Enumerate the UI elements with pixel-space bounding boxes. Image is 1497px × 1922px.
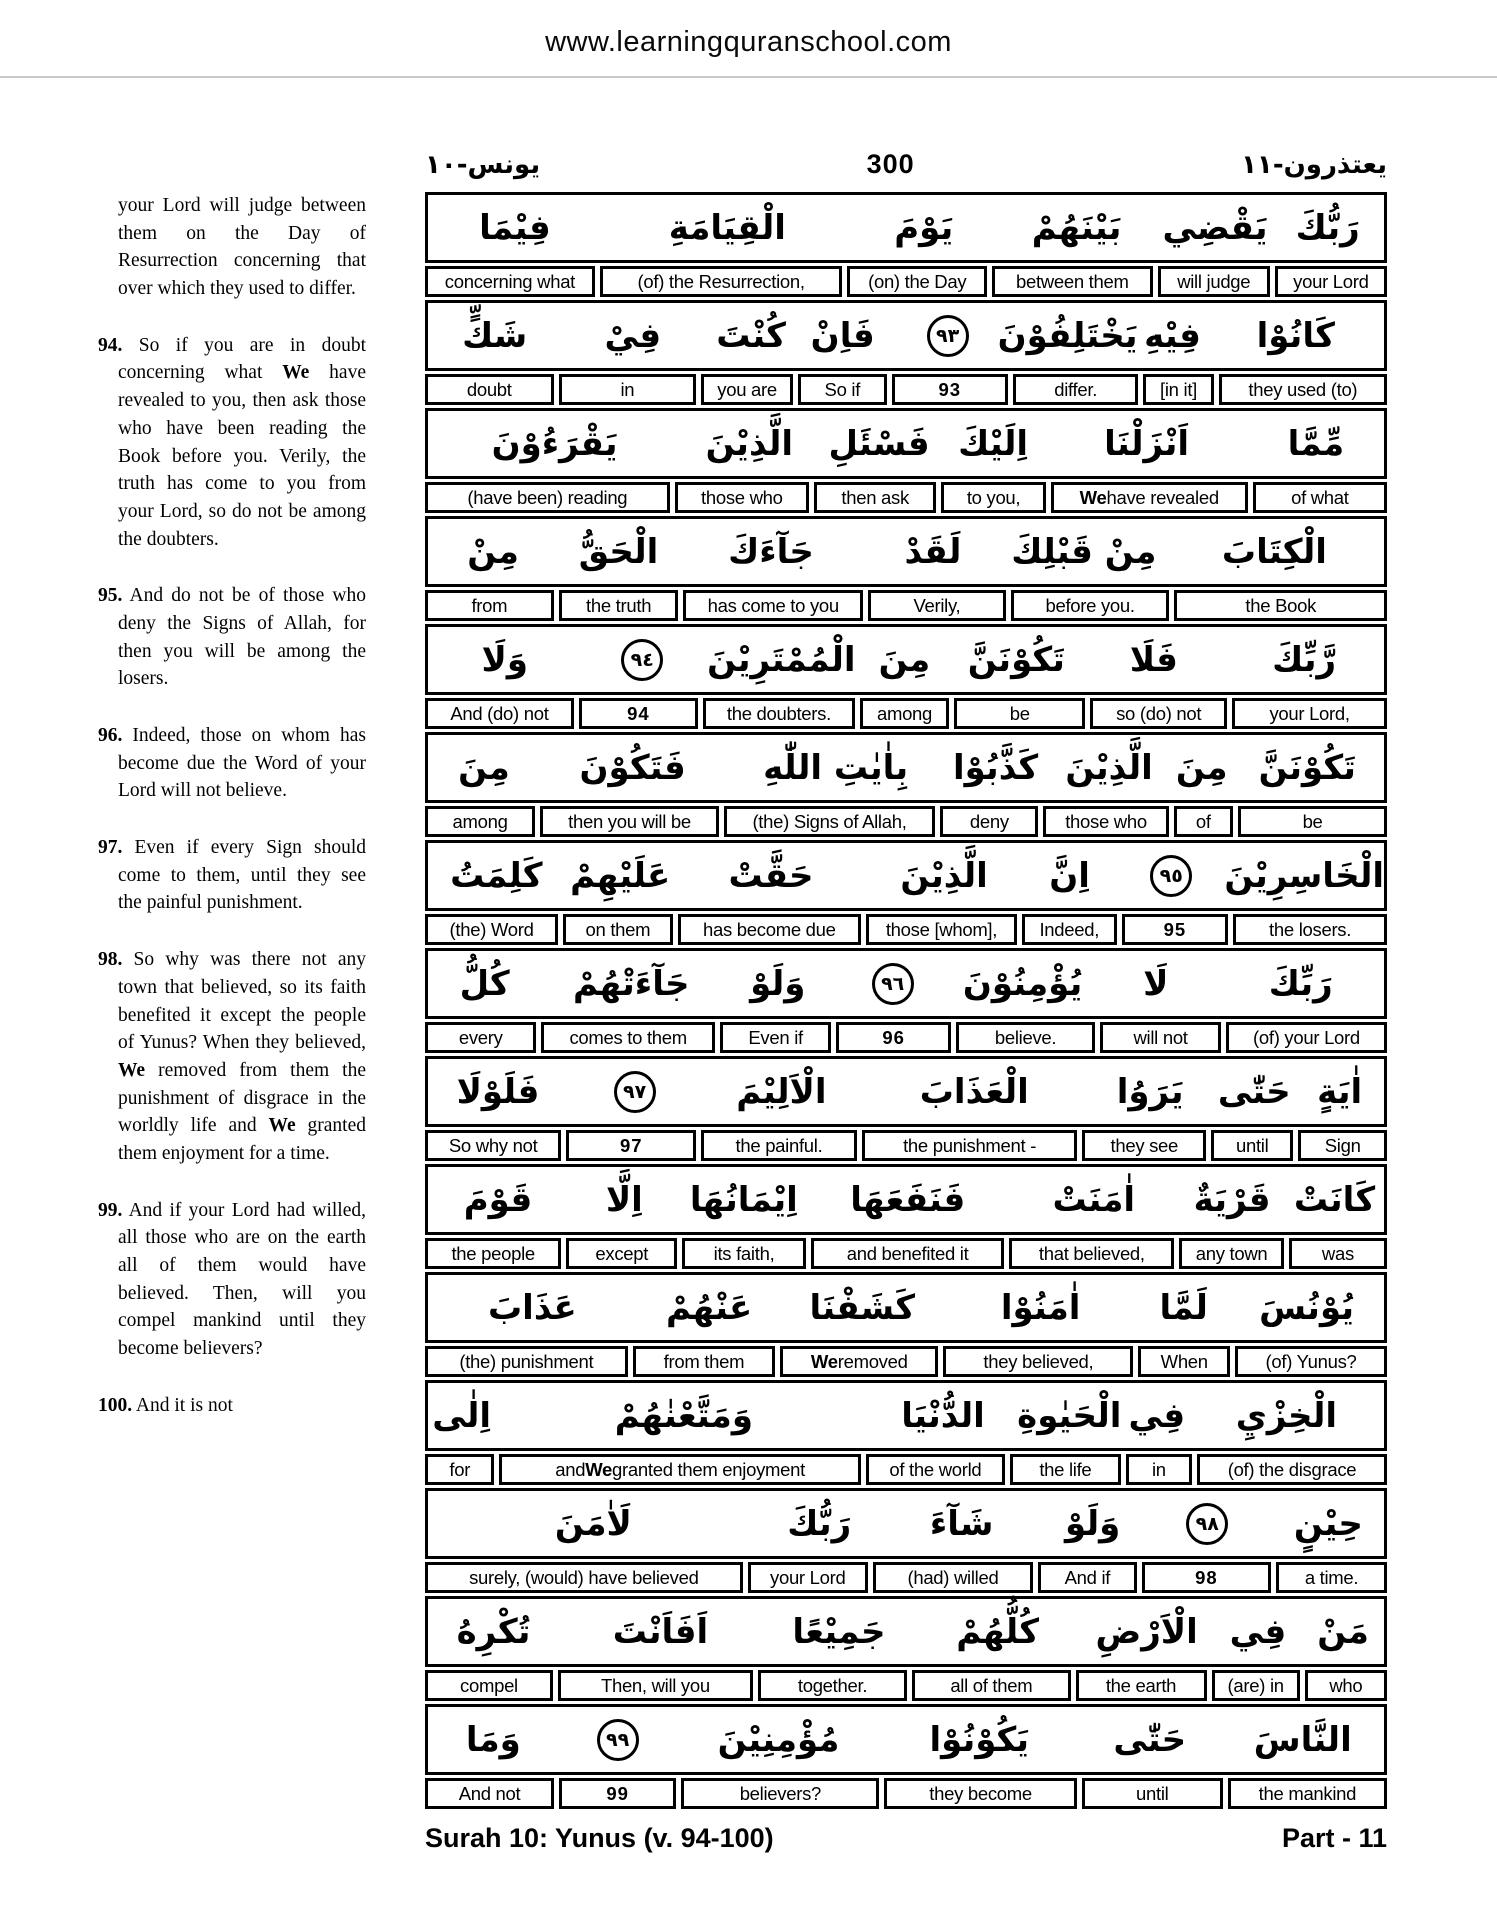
verse-circle-glyph: ٩٩: [597, 1719, 639, 1761]
arabic-word: اَنْزَلْنَا: [1104, 423, 1190, 464]
translation-paragraph: 99. And if your Lord had willed, all those who are on the earth all of them would have believed. Then, will you compel mankind until they become believers?: [98, 1199, 366, 1360]
translation-box: the losers.: [1233, 914, 1387, 945]
translation-box: all of them: [912, 1670, 1070, 1701]
footer-surah-ref: Surah 10: Yunus (v. 94-100): [425, 1823, 774, 1853]
arabic-line: [425, 1272, 1387, 1343]
translation-paragraph: 94. So if you are in doubt concerning what We have revealed to you, then ask those who have been reading the Book before you. Verily, the truth has come to you from your Lord, so do not be among the doubters.: [98, 334, 366, 550]
arabic-word: رَبِّكَ: [1268, 963, 1333, 1004]
arabic-word: الْاَلِيْمَ: [736, 1071, 827, 1112]
translation-box: And (do) not: [425, 698, 574, 729]
verse-circle-glyph: ٩٣: [927, 315, 969, 357]
verse-circle-glyph: ٩٥: [1150, 855, 1192, 897]
translation-paragraph: 96. Indeed, those on whom has become due the Word of your Lord will not believe.: [98, 725, 366, 802]
arabic-word: كُلُّهُمْ: [956, 1611, 1040, 1652]
translation-box: in: [1126, 1454, 1192, 1485]
arabic-line: [425, 1056, 1387, 1127]
translation-box: those who: [675, 482, 809, 513]
translation-box: be: [1238, 806, 1387, 837]
translation-box: your Lord: [1275, 266, 1387, 297]
arabic-line: [425, 516, 1387, 587]
translation-box: (are) in: [1212, 1670, 1300, 1701]
arabic-word: اٰيَةٍ: [1317, 1071, 1363, 1112]
translation-box: doubt: [425, 374, 554, 405]
translation-box: from them: [633, 1346, 775, 1377]
translation-box: So why not: [425, 1130, 561, 1161]
arabic-word: لَقَدْ: [904, 531, 962, 572]
line-unit: [425, 624, 1387, 729]
arabic-word: مُؤْمِنِيْنَ: [717, 1719, 840, 1760]
translation-line: [425, 1454, 1387, 1485]
translation-paragraph: 100. And it is not: [98, 1394, 233, 1416]
translation-box: believers?: [681, 1778, 879, 1809]
translation-box: concerning what: [425, 266, 595, 297]
arabic-word: حَتّٰى: [1113, 1719, 1187, 1760]
translation-line: [425, 482, 1387, 513]
translation-box: We removed: [780, 1346, 938, 1377]
arabic-word: يَكُوْنُوْا: [929, 1719, 1030, 1760]
line-unit: [425, 1380, 1387, 1485]
arabic-word: فِي: [1229, 1611, 1287, 1652]
translation-box: was: [1289, 1238, 1387, 1269]
arabic-word: الَّذِيْنَ: [1065, 747, 1153, 788]
translation-paragraph: 98. So why was there not any town that believed, so its faith benefited it except the people of Yunus? When they believed, We removed from them the punishment of disgrace in the worldly life and We granted them enjoyment for a time.: [98, 949, 366, 1164]
translation-box: So if: [798, 374, 887, 405]
verse-number: 94.: [98, 334, 123, 356]
arabic-word: اٰمَنَتْ: [1052, 1179, 1136, 1220]
verse-number-box: 96: [836, 1022, 951, 1053]
arabic-word: يُؤْمِنُوْنَ: [962, 963, 1083, 1004]
translation-box: in: [559, 374, 697, 405]
translation-box: the life: [1010, 1454, 1121, 1485]
arabic-line: [425, 1380, 1387, 1451]
arabic-word: اِيْمَانُهَا: [689, 1179, 798, 1220]
translation-box: they used (to): [1219, 374, 1387, 405]
arabic-word: يَخْتَلِفُوْنَ: [997, 315, 1138, 356]
verse-circle-glyph: ٩٨: [1186, 1503, 1228, 1545]
arabic-word: اَفَاَنْتَ: [612, 1611, 709, 1652]
arabic-word: تَكُوْنَنَّ: [967, 639, 1065, 680]
arabic-word: كُنْتَ: [716, 315, 786, 356]
translation-line: [425, 698, 1387, 729]
translation-box: the punishment -: [862, 1130, 1078, 1161]
translation-box: and We granted them enjoyment: [499, 1454, 860, 1485]
translation-box: will not: [1100, 1022, 1221, 1053]
arabic-word: فِيْ: [604, 315, 662, 356]
arabic-word: كُلُّ: [459, 963, 510, 1004]
translation-line: [425, 1346, 1387, 1377]
translation-box: they see: [1082, 1130, 1206, 1161]
translation-box: (of) the disgrace: [1197, 1454, 1387, 1485]
verse-number-circle: [888, 314, 1008, 358]
arabic-line: [425, 1596, 1387, 1667]
translation-box: compel: [425, 1670, 553, 1701]
line-unit: [425, 300, 1387, 405]
arabic-word: يَقْرَءُوْنَ: [491, 423, 618, 464]
arabic-word: مِّمَّا: [1287, 423, 1345, 464]
arabic-word: حَقَّتْ: [728, 855, 814, 896]
verse-number-circle: [568, 1070, 701, 1114]
translation-box: its faith,: [682, 1238, 806, 1269]
line-unit: [425, 192, 1387, 297]
translation-box: and benefited it: [811, 1238, 1005, 1269]
translation-box: has come to you: [683, 590, 863, 621]
translation-line: [425, 266, 1387, 297]
arabic-word: مِنْ قَبْلِكَ: [1011, 531, 1157, 572]
translation-sidebar: [98, 192, 366, 1448]
translation-box: (on) the Day: [847, 266, 986, 297]
translation-box: We have revealed: [1051, 482, 1248, 513]
arabic-word: لَا: [1143, 963, 1169, 1004]
translation-box: for: [425, 1454, 494, 1485]
arabic-word: قَرْيَةٌ: [1193, 1179, 1271, 1220]
translation-box: Then, will you: [558, 1670, 753, 1701]
arabic-word: الْعَذَابَ: [919, 1071, 1029, 1112]
arabic-word: كَانُوْا: [1256, 315, 1335, 356]
arabic-word: يَقْضِي: [1162, 207, 1268, 248]
translation-box: When: [1138, 1346, 1230, 1377]
translation-box: among: [425, 806, 535, 837]
line-unit: [425, 732, 1387, 837]
translation-paragraph: 95. And do not be of those who deny the Signs of Allah, for then you will be among the losers.: [98, 585, 366, 690]
arabic-word: فَسْئَلِ: [828, 423, 930, 464]
arabic-word: يَرَوُا: [1116, 1071, 1184, 1112]
translation-box: every: [425, 1022, 536, 1053]
translation-box: a time.: [1276, 1562, 1387, 1593]
translation-box: you are: [701, 374, 793, 405]
verse-circle-glyph: ٩٧: [614, 1071, 656, 1113]
translation-paragraph: your Lord will judge between them on the Day of Resurrection concerning that over which they used to differ.: [118, 195, 366, 300]
verse-number-box: 98: [1142, 1562, 1271, 1593]
verse-number: 97.: [98, 837, 123, 859]
arabic-word: بِاٰيٰتِ اللّٰهِ: [763, 747, 909, 788]
arabic-word: الْحَقُّ: [578, 531, 659, 572]
line-unit: [425, 948, 1387, 1053]
arabic-word: بَيْنَهُمْ: [1031, 207, 1122, 248]
translation-box: (of) the Resurrection,: [600, 266, 843, 297]
arabic-word: الْاَرْضِ: [1095, 1611, 1198, 1652]
translation-box: that believed,: [1009, 1238, 1174, 1269]
translation-box: comes to them: [541, 1022, 714, 1053]
arabic-word: وَلَا: [481, 639, 528, 680]
translation-box: your Lord: [748, 1562, 868, 1593]
translation-box: except: [566, 1238, 677, 1269]
arabic-word: وَلَوْ: [1065, 1503, 1121, 1544]
arabic-word: قَوْمَ: [463, 1179, 533, 1220]
arabic-word: الْمُمْتَرِيْنَ: [707, 639, 856, 680]
verse-number-box: 99: [559, 1778, 676, 1809]
verse-number: 98.: [98, 949, 123, 971]
translation-box: the earth: [1076, 1670, 1207, 1701]
translation-line: [425, 374, 1387, 405]
translation-line: [425, 914, 1387, 945]
arabic-word: مِنَ: [1175, 747, 1228, 788]
translation-box: the mankind: [1228, 1778, 1387, 1809]
arabic-word: حِيْنٍ: [1293, 1503, 1363, 1544]
translation-box: of: [1174, 806, 1234, 837]
arabic-word: حَتّٰى: [1217, 1071, 1291, 1112]
verse-number-circle: [834, 962, 951, 1006]
page-header-row: [425, 128, 1387, 180]
translation-line: [425, 1778, 1387, 1809]
verse-number: 96.: [98, 725, 123, 746]
arabic-word: فَاِنْ: [810, 315, 875, 356]
translation-line: [425, 1022, 1387, 1053]
translation-box: on them: [563, 914, 672, 945]
arabic-word: عَذَابَ: [488, 1287, 577, 1328]
arabic-word: الَّذِيْنَ: [900, 855, 988, 896]
arabic-word: فَلَا: [1129, 639, 1178, 680]
translation-box: has become due: [678, 914, 861, 945]
juz-name-arabic: يعتذرون-١١: [1241, 150, 1387, 180]
translation-box: the Book: [1174, 590, 1387, 621]
translation-box: believe.: [956, 1022, 1095, 1053]
translation-box: differ.: [1013, 374, 1138, 405]
arabic-line: [425, 840, 1387, 911]
line-unit: [425, 1164, 1387, 1269]
surah-name-arabic: يونس-١٠: [425, 150, 541, 180]
arabic-word: الَّذِيْنَ: [705, 423, 794, 464]
arabic-word: اِلٰى: [432, 1395, 492, 1436]
arabic-word: فَنَفَعَهَا: [850, 1179, 966, 1220]
translation-box: Verily,: [868, 590, 1006, 621]
arabic-word: الدُّنْيَا: [901, 1395, 985, 1436]
arabic-word: رَبُّكَ: [787, 1503, 852, 1544]
translation-box: who: [1305, 1670, 1387, 1701]
arabic-word: اِنَّ: [1049, 855, 1090, 896]
translation-box: of what: [1253, 482, 1387, 513]
arabic-line: [425, 948, 1387, 1019]
line-unit: [425, 1596, 1387, 1701]
translation-line: [425, 1670, 1387, 1701]
arabic-word: تُكْرِهُ: [456, 1611, 531, 1652]
verse-circle-glyph: ٩٦: [872, 963, 914, 1005]
arabic-line: [425, 624, 1387, 695]
line-unit: [425, 1272, 1387, 1377]
line-unit: [425, 840, 1387, 945]
arabic-line: [425, 1488, 1387, 1559]
arabic-word: وَمَا: [465, 1719, 521, 1760]
arabic-word: مِنَ: [878, 639, 931, 680]
arabic-word: مَنْ: [1317, 1611, 1369, 1652]
page-footer: [425, 1823, 1387, 1854]
arabic-word: فِي: [1128, 1395, 1186, 1436]
arabic-word: النَّاسَ: [1253, 1719, 1352, 1760]
arabic-word: الْحَيٰوةِ: [1017, 1395, 1122, 1436]
arabic-word: فِيْمَا: [479, 207, 551, 248]
arabic-word: اٰمَنُوْا: [1000, 1287, 1081, 1328]
arabic-word: كَلِمَتُ: [450, 855, 543, 896]
line-unit: [425, 1704, 1387, 1809]
arabic-word: وَمَتَّعْنٰهُمْ: [614, 1395, 753, 1436]
arabic-word: اِلَّا: [605, 1179, 643, 1220]
arabic-word: جَآءَتْهُمْ: [572, 963, 690, 1004]
arabic-word: شَكٍّ: [462, 315, 528, 356]
arabic-line: [425, 732, 1387, 803]
translation-line: [425, 1130, 1387, 1161]
translation-box: they become: [884, 1778, 1076, 1809]
translation-box: Sign: [1298, 1130, 1387, 1161]
arabic-word: فَتَكُوْنَ: [579, 747, 686, 788]
translation-box: so (do) not: [1090, 698, 1227, 729]
translation-box: (have been) reading: [425, 482, 670, 513]
footer-part-number: Part - 11: [1281, 1823, 1387, 1853]
arabic-line: [425, 1164, 1387, 1235]
translation-box: from: [425, 590, 554, 621]
translation-box: the painful.: [701, 1130, 856, 1161]
translation-box: (of) your Lord: [1226, 1022, 1387, 1053]
arabic-word: جَمِيْعًا: [792, 1611, 886, 1652]
line-unit: [425, 408, 1387, 513]
arabic-line: [425, 1704, 1387, 1775]
arabic-word: فَلَوْلَا: [456, 1071, 540, 1112]
site-url: www.learningquranschool.com: [545, 26, 952, 58]
translation-box: Even if: [720, 1022, 831, 1053]
line-unit: [425, 1056, 1387, 1161]
translation-box: of the world: [866, 1454, 1005, 1485]
arabic-word: لَمَّا: [1159, 1287, 1208, 1328]
verse-number: 95.: [98, 585, 123, 607]
arabic-word: رَّبِّكَ: [1272, 639, 1337, 680]
arabic-word: اِلَيْكَ: [958, 423, 1029, 464]
arabic-word: رَبُّكَ: [1295, 207, 1360, 248]
verse-number-circle: [581, 638, 703, 682]
line-unit: [425, 1488, 1387, 1593]
arabic-word: مِنْ: [467, 531, 519, 572]
translation-box: those [whom],: [866, 914, 1017, 945]
arabic-word: تَكُوْنَنَّ: [1258, 747, 1356, 788]
verse-number-circle: [559, 1718, 677, 1762]
translation-line: [425, 1562, 1387, 1593]
translation-box: between them: [992, 266, 1153, 297]
translation-box: the truth: [559, 590, 679, 621]
header-divider: [0, 76, 1497, 78]
translation-box: then you will be: [540, 806, 719, 837]
verse-number-box: 93: [892, 374, 1008, 405]
translation-box: to you,: [941, 482, 1045, 513]
translation-line: [425, 1238, 1387, 1269]
translation-box: the doubters.: [703, 698, 855, 729]
translation-box: will judge: [1158, 266, 1270, 297]
translation-box: until: [1211, 1130, 1293, 1161]
verse-number-box: 97: [566, 1130, 696, 1161]
arabic-word: كَشَفْنَا: [809, 1287, 915, 1328]
arabic-word: كَانَتْ: [1293, 1179, 1376, 1220]
translation-box: before you.: [1011, 590, 1170, 621]
arabic-word: يُوْنُسَ: [1259, 1287, 1355, 1328]
arabic-line: [425, 408, 1387, 479]
verse-number: 100.: [98, 1394, 133, 1416]
verse-number-box: 94: [579, 698, 698, 729]
translation-box: Indeed,: [1022, 914, 1117, 945]
verse-circle-glyph: ٩٤: [621, 639, 663, 681]
translation-box: surely, (would) have believed: [425, 1562, 743, 1593]
translation-box: [in it]: [1143, 374, 1213, 405]
line-unit: [425, 516, 1387, 621]
arabic-word: فِيْهِ: [1144, 315, 1201, 356]
arabic-line: [425, 192, 1387, 263]
translation-box: (had) willed: [873, 1562, 1033, 1593]
translation-box: And not: [425, 1778, 554, 1809]
translation-box: (the) Signs of Allah,: [724, 806, 935, 837]
verse-number-circle: [1117, 854, 1225, 898]
page-number: 300: [866, 149, 915, 179]
arabic-word: وَلَوْ: [750, 963, 806, 1004]
translation-box: until: [1082, 1778, 1223, 1809]
translation-box: the people: [425, 1238, 561, 1269]
translation-box: be: [954, 698, 1085, 729]
translation-box: any town: [1179, 1238, 1284, 1269]
arabic-word: مِنَ: [458, 747, 510, 788]
arabic-word: كَذَّبُوْا: [952, 747, 1039, 788]
word-by-word-lines: [425, 192, 1387, 1809]
translation-box: (the) punishment: [425, 1346, 628, 1377]
arabic-word: الْقِيَامَةِ: [668, 207, 786, 248]
arabic-line: [425, 300, 1387, 371]
arabic-word: شَآءَ: [929, 1503, 994, 1544]
translation-line: [425, 806, 1387, 837]
arabic-word: يَوْمَ: [894, 207, 954, 248]
arabic-word: جَآءَكَ: [728, 531, 814, 572]
arabic-word: عَلَيْهِمْ: [570, 855, 671, 896]
translation-box: your Lord,: [1232, 698, 1387, 729]
translation-box: among: [860, 698, 949, 729]
translation-box: they believed,: [943, 1346, 1133, 1377]
translation-paragraph: 97. Even if every Sign should come to them, until they see the painful punishment.: [98, 837, 366, 914]
translation-box: deny: [940, 806, 1038, 837]
quran-main-column: [425, 128, 1387, 1854]
arabic-word: عَنْهُمْ: [665, 1287, 753, 1328]
translation-box: (of) Yunus?: [1235, 1346, 1387, 1377]
translation-box: then ask: [814, 482, 936, 513]
arabic-word: الْخَاسِرِيْنَ: [1224, 855, 1384, 896]
translation-box: those who: [1043, 806, 1168, 837]
verse-number-box: 95: [1122, 914, 1229, 945]
translation-line: [425, 590, 1387, 621]
verse-number-circle: [1142, 1502, 1273, 1546]
translation-box: together.: [758, 1670, 907, 1701]
translation-box: (the) Word: [425, 914, 558, 945]
arabic-word: الْكِتَابَ: [1221, 531, 1327, 572]
verse-number: 99.: [98, 1199, 123, 1221]
arabic-word: الْخِزْيِ: [1235, 1395, 1337, 1436]
translation-box: And if: [1038, 1562, 1137, 1593]
arabic-word: لَاٰمَنَ: [554, 1503, 632, 1544]
